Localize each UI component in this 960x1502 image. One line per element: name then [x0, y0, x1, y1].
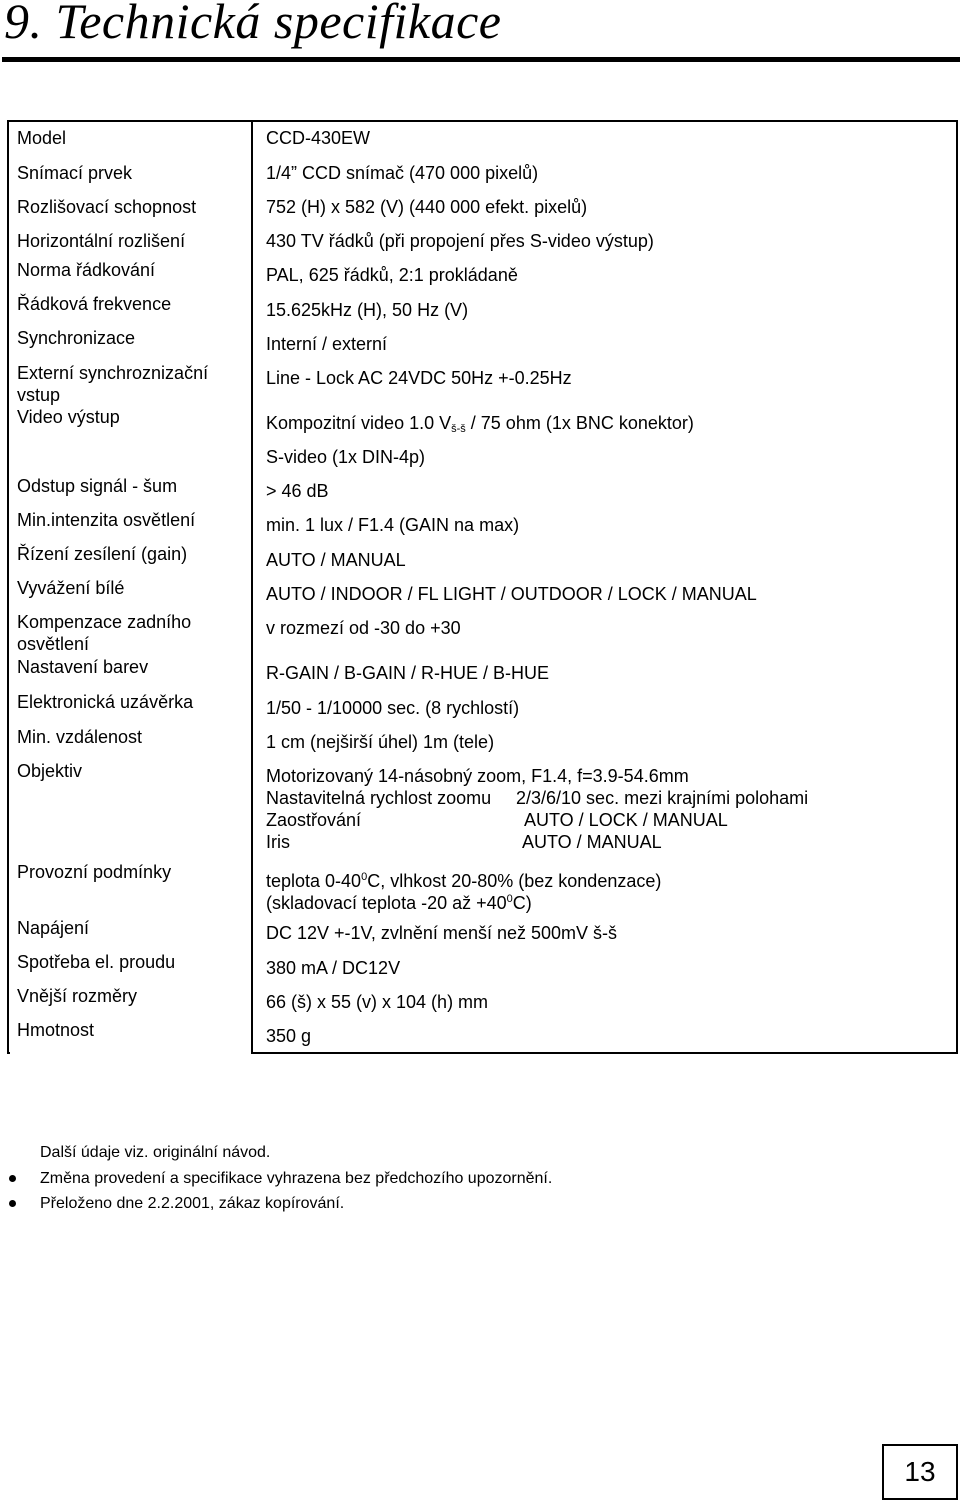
conditions-storage-text: (skladovací teplota -20 až +40: [266, 893, 507, 913]
video-out-suffix: / 75 ohm (1x BNC konektor): [465, 413, 694, 433]
spec-value-sensor: 1/4” CCD snímač (470 000 pixelů): [266, 163, 539, 183]
spec-value-white-balance: AUTO / INDOOR / FL LIGHT / OUTDOOR / LOCK / MANUAL: [266, 584, 757, 604]
conditions-temp-degree: 0: [361, 871, 368, 883]
spec-value-video-out: [266, 412, 956, 440]
spec-label-shutter: Elektronická uzávěrka: [17, 692, 194, 712]
note-text: Změna provedení a specifikace vyhrazena bez předchozího upozornění.: [40, 1169, 553, 1187]
lens-iris-key: Iris: [266, 832, 290, 852]
spec-value-line-frequency: 15.625kHz (H), 50 Hz (V): [266, 300, 469, 320]
spec-label-weight: Hmotnost: [17, 1020, 95, 1040]
lens-focus-val: AUTO / LOCK / MANUAL: [524, 810, 728, 830]
spec-label-line-standard: Norma řádkování: [17, 260, 156, 280]
spec-value-weight: 350 g: [266, 1026, 312, 1046]
spec-label-gain: Řízení zesílení (gain): [17, 544, 188, 564]
spec-label-ext-sync: Externí synchroznizační vstup: [17, 363, 209, 405]
notes: [40, 1140, 840, 1217]
spec-value-lens-iris: [266, 831, 956, 853]
lens-iris-val: AUTO / MANUAL: [522, 832, 662, 852]
spec-label-backlight: Kompenzace zadního osvětlení: [17, 612, 192, 654]
spec-value-consumption: 380 mA / DC12V: [266, 958, 401, 978]
page-title: 9. Technická specifikace: [4, 0, 502, 49]
spec-label-power: Napájení: [17, 918, 90, 938]
spec-value-video-out-svideo: S-video (1x DIN-4p): [266, 447, 426, 467]
spec-label-sensor: Snímací prvek: [17, 163, 133, 183]
spec-value-lens-zoom: Motorizovaný 14-násobný zoom, F1.4, f=3.9-54.6mm: [266, 766, 689, 786]
spec-value-resolution: 752 (H) x 582 (V) (440 000 efekt. pixelů): [266, 197, 588, 217]
spec-label-resolution: Rozlišovací schopnost: [17, 197, 197, 217]
note-line: [40, 1140, 840, 1166]
spec-label-consumption: Spotřeba el. proudu: [17, 952, 176, 972]
spec-value-gain: AUTO / MANUAL: [266, 550, 406, 570]
spec-label-model: Model: [17, 128, 67, 148]
page-number: 13: [882, 1444, 958, 1500]
spec-value-min-distance: 1 cm (nejširší úhel) 1m (tele): [266, 732, 495, 752]
video-out-subscript: š-š: [451, 423, 466, 435]
spec-label-dimensions: Vnější rozměry: [17, 986, 138, 1006]
spec-label-sync: Synchronizace: [17, 328, 136, 348]
conditions-temp-text: teplota 0-40: [266, 871, 362, 891]
spec-label-white-balance: Vyvážení bílé: [17, 578, 125, 598]
lens-zoom-speed-val: 2/3/6/10 sec. mezi krajními polohami: [516, 788, 809, 808]
spec-value-lens-zoom-speed: [266, 787, 956, 809]
spec-value-snr: > 46 dB: [266, 481, 329, 501]
note-line: [40, 1166, 840, 1192]
spec-value-color: R-GAIN / B-GAIN / R-HUE / B-HUE: [266, 663, 550, 683]
spec-label-conditions: Provozní podmínky: [17, 862, 172, 882]
spec-value-min-illumination: min. 1 lux / F1.4 (GAIN na max): [266, 515, 520, 535]
lens-zoom-speed-key: Nastavitelná rychlost zoomu: [266, 788, 492, 808]
spec-value-sync: Interní / externí: [266, 334, 388, 354]
spec-label-line-frequency: Řádková frekvence: [17, 294, 172, 314]
conditions-storage-degree: 0: [506, 893, 513, 905]
spec-value-backlight: v rozmezí od -30 do +30: [266, 618, 461, 638]
lens-focus-key: Zaostřování: [266, 810, 362, 830]
spec-label-min-distance: Min. vzdálenost: [17, 727, 143, 747]
spec-value-power: DC 12V +-1V, zvlnění menší než 500mV š-š: [266, 923, 617, 943]
spec-label-min-illumination: Min.intenzita osvětlení: [17, 510, 196, 530]
note-line: [40, 1191, 840, 1217]
spec-value-line-standard: PAL, 625 řádků, 2:1 prokládaně: [266, 265, 518, 285]
note-text: Přeloženo dne 2.2.2001, zákaz kopírování.: [40, 1195, 345, 1212]
bullet-icon: [9, 1175, 16, 1182]
spec-label-lens: Objektiv: [17, 761, 83, 781]
spec-value-horizontal: 430 TV řádků (při propojení přes S-video výstup): [266, 231, 654, 251]
note-text: Další údaje viz. originální návod.: [40, 1144, 271, 1161]
spec-value-conditions-storage: [266, 888, 956, 914]
spec-label-snr: Odstup signál - šum: [17, 476, 178, 496]
spec-value-dimensions: 66 (š) x 55 (v) x 104 (h) mm: [266, 992, 489, 1012]
spec-value-lens-focus: [266, 809, 956, 831]
spec-label-horizontal: Horizontální rozlišení: [17, 231, 186, 251]
spec-value-shutter: 1/50 - 1/10000 sec. (8 rychlostí): [266, 698, 520, 718]
spec-label-video-out: Video výstup: [17, 407, 120, 427]
video-out-prefix: Kompozitní video 1.0 V: [266, 413, 452, 433]
bullet-icon: [9, 1200, 16, 1207]
conditions-humidity-text: C, vlhkost 20-80% (bez kondenzace): [367, 871, 662, 891]
title-rule: [2, 57, 960, 62]
spec-value-ext-sync: Line - Lock AC 24VDC 50Hz +-0.25Hz: [266, 368, 572, 388]
conditions-storage-end: C): [512, 893, 532, 913]
spec-value-model: CCD-430EW: [266, 128, 371, 148]
spec-label-color: Nastavení barev: [17, 657, 149, 677]
